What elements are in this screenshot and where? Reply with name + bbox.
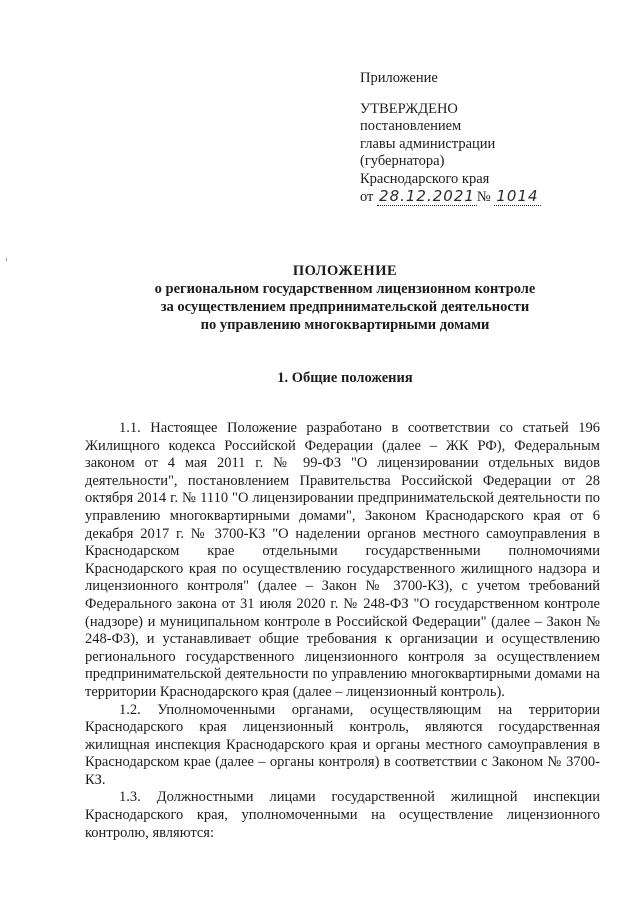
approved-label: УТВЕРЖДЕНО: [360, 100, 458, 117]
handwritten-date: 28.12.2021: [379, 187, 475, 205]
paragraph: 1.2. Уполномоченными органами, осуществляющим на территории Краснодарского края лицензионный контроль, являются государственная жилищная инспекция Краснодарского края и органы местного самоуправления в Краснодарском крае (далее – органы контроля) в соответствии с Законом № 3700-КЗ.: [85, 701, 600, 788]
title-line: о региональном государственном лицензионном контроле: [154, 281, 536, 297]
approval-line: (губернатора): [360, 153, 445, 169]
scan-mark: [6, 258, 7, 261]
paragraph: 1.3. Должностными лицами государственной жилищной инспекции Краснодарского края, уполномоченными на осуществление лицензионного контролю, являются:: [85, 789, 600, 841]
section-title: 1. Общие положения: [277, 370, 413, 386]
paragraph: 1.1. Настоящее Положение разработано в соответствии со статьей 196 Жилищного кодекса Российской Федерации (далее – ЖК РФ), Федеральным законом от 4 мая 2011 г. № 99-ФЗ "О лицензировании отдельных видов деятельности", постановлением Правительства Российской Федерации от 28 октября 2014 г. № 1110 "О лицензировании предпринимательской деятельности по управлению многоквартирными домами", Законом Краснодарского края от 6 декабря 2017 г. № 3700-КЗ "О наделении органов местного самоуправления в Краснодарском крае отдельными государственными полномочиями Краснодарского края по осуществлению государственного жилищного надзора и лицензионного контроля" (далее – Закон № 3700-КЗ), с учетом требований Федерального закона от 31 июля 2020 г. № 248-ФЗ "О государственном контроле (надзоре) и муниципальном контроле в Российской Федерации" (далее – Закон № 248-ФЗ), и устанавливает общие требования к организации и осуществлению регионального государственного лицензионного контроля за осуществлением предпринимательской деятельности по управлению многоквартирными домами на территории Краснодарского края (далее – лицензионный контроль).: [85, 420, 600, 700]
handwritten-number: 1014: [496, 187, 539, 205]
document-title: [80, 262, 610, 334]
date-number-line: [360, 188, 620, 207]
from-prefix: от: [360, 189, 374, 205]
approval-line: постановлением: [360, 118, 462, 134]
number-prefix: №: [476, 189, 491, 205]
approval-line: Краснодарского края: [360, 170, 490, 187]
title-line: по управлению многоквартирными домами: [200, 317, 490, 333]
title-heading: ПОЛОЖЕНИЕ: [292, 263, 398, 279]
appendix-label: Приложение: [360, 70, 438, 86]
document-body: [85, 420, 600, 842]
title-line: за осуществлением предпринимательской деятельности: [160, 299, 530, 315]
approval-block: [360, 70, 620, 207]
approval-line: главы администрации: [360, 135, 496, 152]
